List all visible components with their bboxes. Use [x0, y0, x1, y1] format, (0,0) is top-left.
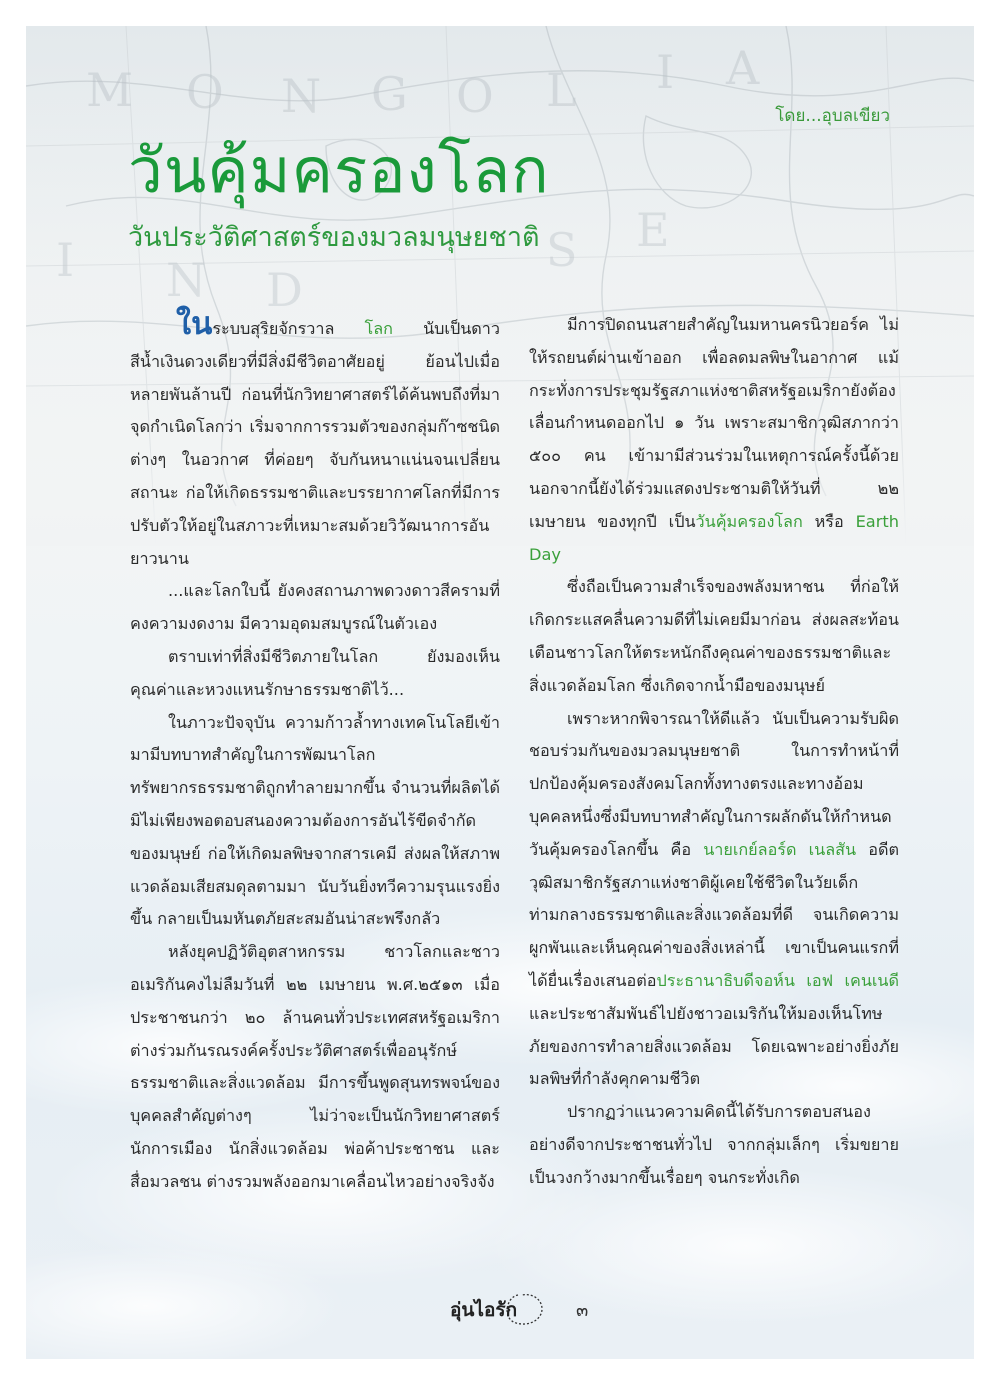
page-number: ๓: [576, 1299, 589, 1321]
right-paragraph-4: ปรากฏว่าแนวความคิดนี้ได้รับการตอบสนองอย่างดีจากประชาชนทั่วไป จากกลุ่มเล็กๆ เริ่มขยายเป็นวงกว้างมากขึ้นเรื่อยๆ จนกระทั่งเกิด: [529, 1102, 899, 1187]
right-paragraph-2: ซึ่งถือเป็นความสำเร็จของพลังมหาชน ที่ก่อให้เกิดกระแสคลื่นความดีที่ไม่เคยมีมาก่อน ส่งผลสะท้อนเตือนชาวโลกให้ตระหนักถึงคุณค่าของธรรมชาติและสิ่งแวดล้อมโลก ซึ่งเกิดจากน้ำมือของมนุษย์: [529, 577, 899, 695]
magazine-logo-icon: [446, 1289, 566, 1329]
article-subtitle: วันประวัติศาสตร์ของมวลมนุษยชาติ: [128, 222, 540, 253]
magazine-logo-text: อุ่นไอรัก: [450, 1299, 518, 1321]
left-column: [130, 306, 500, 1199]
magazine-page: [26, 26, 974, 1359]
article-title: วันคุ้มครองโลก: [128, 134, 550, 207]
right-paragraph-1: มีการปิดถนนสายสำคัญในมหานครนิวยอร์ค ไม่ให้รถยนต์ผ่านเข้าออก เพื่อลดมลพิษในอากาศ แม้กระทั่งการประชุมรัฐสภาแห่งชาติสหรัฐอเมริกายังต้องเลื่อนกำหนดออกไป ๑ วัน เพราะสมาชิกวุฒิสภากว่า ๕๐๐ คน เข้ามามีส่วนร่วมในเหตุการณ์ครั้งนี้ด้วย นอกจากนี้ยังได้ร่วมแสดงประชามติให้วันที่ ๒๒ เมษายน ของทุกปี เป็นวันคุ้มครองโลก หรือ Earth Day: [529, 315, 899, 564]
left-paragraph-5: หลังยุคปฏิวัติอุตสาหกรรม ชาวโลกและชาวอเมริกันคงไม่ลืมวันที่ ๒๒ เมษายน พ.ศ.๒๕๑๓ เมื่อประชาชนกว่า ๒๐ ล้านคนทั่วประเทศสหรัฐอเมริกา ต่างร่วมกันรณรงค์ครั้งประวัติศาสตร์เพื่ออนุรักษ์ธรรมชาติและสิ่งแวดล้อม มีการขึ้นพูดสุนทรพจน์ของบุคคลสำคัญต่างๆ ไม่ว่าจะเป็นนักวิทยาศาสตร์ นักการเมือง นักสิ่งแวดล้อม พ่อค้าประชาชน และสื่อมวลชน ต่างรวมพลังออกมาเคลื่อนไหวอย่างจริงจัง: [130, 942, 500, 1191]
footer: [446, 1289, 588, 1329]
highlight-earth: โลก: [364, 319, 393, 338]
left-paragraph-4: ในภาวะปัจจุบัน ความก้าวล้ำทางเทคโนโลยีเข้ามามีบทบาทสำคัญในการพัฒนาโลก ทรัพยากรธรรมชาติถูกทำลายมากขึ้น จำนวนที่ผลิตได้มิไม่เพียงพอตอบสนองความต้องการอันไร้ขีดจำกัดของมนุษย์ ก่อให้เกิดมลพิษจากสารเคมี ส่งผลให้สภาพแวดล้อมเสียสมดุลตามมา นับวันยิ่งทวีความรุนแรงยิ่งขึ้น กลายเป็นมหันตภัยสะสมอันน่าสะพรึงกลัว: [130, 712, 500, 929]
left-paragraph-2: ...และโลกใบนี้ ยังคงสถานภาพดวงดาวสีครามที่คงความงดงาม มีความอุดมสมบูรณ์ในตัวเอง: [130, 581, 500, 634]
highlight-earth-day-thai: วันคุ้มครองโลก: [695, 511, 803, 531]
right-paragraph-3: เพราะหากพิจารณาให้ดีแล้ว นับเป็นความรับผิดชอบร่วมกันของมวลมนุษยชาติ ในการทำหน้าที่ปกป้องคุ้มครองสังคมโลกทั้งทางตรงและทางอ้อม บุคคลหนึ่งซึ่งมีบทบาทสำคัญในการผลักดันให้กำหนดวันคุ้มครองโลกขึ้น คือ นายเกย์ลอร์ด เนลสัน อดีตวุฒิสมาชิกรัฐสภาแห่งชาติผู้เคยใช้ชีวิตในวัยเด็กท่ามกลางธรรมชาติและสิ่งแวดล้อมที่ดี จนเกิดความผูกพันและเห็นคุณค่าของสิ่งเหล่านี้ เขาเป็นคนแรกที่ได้ยื่นเรื่องเสนอต่อประธานาธิบดีจอห์น เอฟ เคนเนดี และประชาสัมพันธ์ไปยังชาวอเมริกันให้มองเห็นโทษภัยของการทำลายสิ่งแวดล้อม โดยเฉพาะอย่างยิ่งภัยมลพิษที่กำลังคุกคามชีวิต: [529, 708, 899, 1089]
drop-cap: ใน: [176, 306, 213, 342]
right-column: [529, 309, 899, 1195]
highlight-kennedy: ประธานาธิบดีจอห์น เอฟ เคนเนดี: [656, 970, 899, 990]
left-paragraph-1: ในระบบสุริยจักรวาล โลก นับเป็นดาวสีน้ำเงินดวงเดียวที่มีสิ่งมีชีวิตอาศัยอยู่ ย้อนไปเมื่อหลายพันล้านปี ก่อนที่นักวิทยาศาสตร์ได้ค้นพบถึงที่มาจุดกำเนิดโลกว่า เริ่มจากการรวมตัวของกลุ่มก๊าซชนิดต่างๆ ในอวกาศ ที่ค่อยๆ จับกันหนาแน่นจนเปลี่ยนสถานะ ก่อให้เกิดธรรมชาติและบรรยากาศโลกที่มีการปรับตัวให้อยู่ในสภาวะที่เหมาะสมด้วยวิวัฒนาการอันยาวนาน: [130, 306, 500, 568]
author-byline: โดย...อุบลเขียว: [775, 106, 890, 126]
left-paragraph-3: ตราบเท่าที่สิ่งมีชีวิตภายในโลก ยังมองเห็นคุณค่าและหวงแหนรักษาธรรมชาติไว้...: [130, 646, 500, 699]
highlight-earth-day: Earth Day: [529, 511, 899, 564]
highlight-gaylord-nelson: นายเกย์ลอร์ด เนลสัน: [703, 839, 857, 859]
